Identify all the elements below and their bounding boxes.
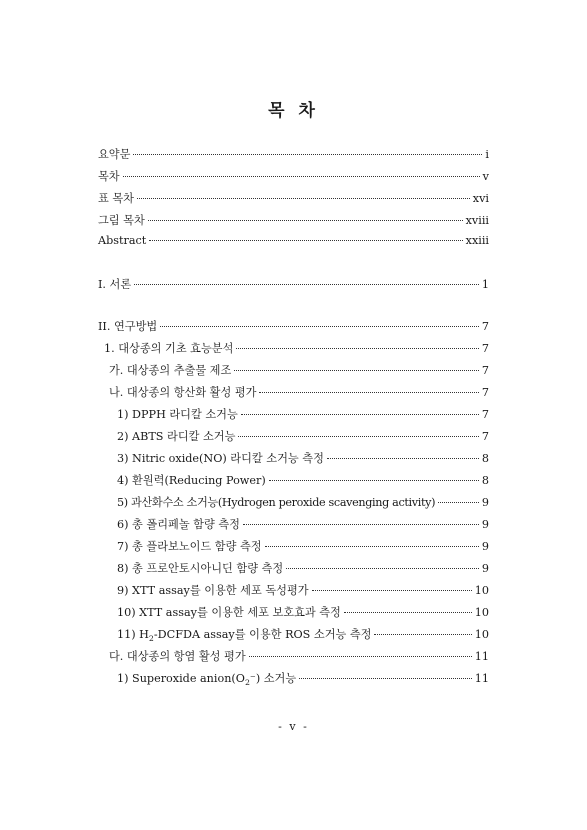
toc-label: Abstract (98, 234, 147, 247)
toc-entry-dpph[interactable] (98, 406, 489, 426)
toc-label-part: ⁻) 소거능 (249, 672, 297, 685)
toc-label: 가. 대상종의 추출물 제조 (109, 364, 232, 377)
toc-label: 10) XTT assay를 이용한 세포 보호효과 측정 (117, 606, 341, 619)
toc-page-number: 8 (481, 474, 489, 487)
page-footer-number: - v - (278, 720, 309, 733)
dot-leader (344, 611, 472, 613)
toc-entry-methods[interactable] (98, 318, 489, 338)
toc-label (117, 670, 296, 687)
toc-label: 그림 목차 (98, 214, 145, 227)
dot-leader (259, 391, 478, 393)
toc-entry-polyphenol[interactable] (98, 516, 489, 536)
toc-entry-1-ga[interactable] (98, 362, 489, 382)
toc-page-number: xviii (465, 214, 489, 227)
toc-entry-flavonoid[interactable] (98, 538, 489, 558)
dot-leader (286, 567, 479, 569)
toc-label-part: -DCFDA assay를 이용한 ROS 소거능 측정 (153, 628, 372, 641)
toc-entry-hydrogen-peroxide[interactable] (98, 494, 489, 514)
dot-leader (160, 325, 479, 327)
toc-page-number: xxiii (465, 234, 489, 247)
dot-leader (438, 501, 479, 503)
dot-leader (374, 633, 471, 635)
toc-label: 9) XTT assay를 이용한 세포 독성평가 (117, 584, 309, 597)
toc-label: 다. 대상종의 항염 활성 평가 (109, 650, 246, 663)
toc-label: 7) 총 플라보노이드 함량 측정 (117, 540, 262, 553)
dot-leader (265, 545, 479, 547)
dot-leader (241, 413, 479, 415)
toc-entry-abts[interactable] (98, 428, 489, 448)
toc-label-part: 11) H (117, 628, 149, 641)
dot-leader (133, 153, 482, 155)
toc-label: 5) 과산화수소 소거능(Hydrogen peroxide scavenging activity) (117, 496, 436, 509)
subscript: 2 (148, 634, 154, 644)
toc-page-number: xvi (472, 192, 489, 205)
toc-label: 나. 대상종의 항산화 활성 평가 (109, 386, 257, 399)
toc-label: 목차 (98, 170, 120, 183)
toc-page-number: i (485, 148, 489, 161)
dot-leader (134, 283, 479, 285)
toc-entry-superoxide[interactable] (98, 670, 489, 690)
toc-label: 3) Nitric oxide(NO) 라디칼 소거능 측정 (117, 452, 324, 465)
toc-entry-table-list[interactable] (98, 190, 489, 210)
toc-label: 2) ABTS 라디칼 소거능 (117, 430, 236, 443)
toc-entry-contents[interactable] (98, 168, 489, 188)
dot-leader (299, 677, 472, 679)
toc-page-number: 9 (481, 562, 489, 575)
toc-page-number: 7 (481, 342, 489, 355)
dot-leader (123, 175, 480, 177)
dot-leader (238, 435, 478, 437)
toc-page-number: 11 (474, 650, 489, 663)
toc-page-number: 7 (481, 386, 489, 399)
page-title: 목 차 (268, 101, 319, 121)
toc-label: II. 연구방법 (98, 320, 158, 333)
toc-page-number: 9 (481, 496, 489, 509)
dot-leader (149, 239, 462, 241)
toc-entry-abstract[interactable] (98, 234, 489, 254)
toc-label: 표 목차 (98, 192, 134, 205)
toc-label: 요약문 (98, 148, 131, 161)
toc-page-number: 9 (481, 518, 489, 531)
dot-leader (137, 197, 470, 199)
toc-page-number: 10 (474, 628, 489, 641)
toc-page-number: v (482, 170, 489, 183)
toc-entry-summary[interactable] (98, 146, 489, 166)
toc-page-number: 7 (481, 430, 489, 443)
toc-entry-introduction[interactable] (98, 276, 489, 296)
toc-label: 6) 총 폴리페놀 함량 측정 (117, 518, 240, 531)
subscript: 2 (244, 678, 250, 688)
toc-label: 1) DPPH 라디칼 소거능 (117, 408, 238, 421)
toc-page-number: 10 (474, 606, 489, 619)
toc-entry-figure-list[interactable] (98, 212, 489, 232)
toc-entry-nitric-oxide[interactable] (98, 450, 489, 470)
toc-label: 8) 총 프로안토시아니딘 함량 측정 (117, 562, 284, 575)
dot-leader (148, 219, 463, 221)
toc-page-number: 7 (481, 364, 489, 377)
toc-page-number: 8 (481, 452, 489, 465)
toc-label: 4) 환원력(Reducing Power) (117, 474, 266, 487)
dot-leader (243, 523, 479, 525)
toc-page-number: 7 (481, 408, 489, 421)
toc-entry-xtt-toxicity[interactable] (98, 582, 489, 602)
toc-page-number: 11 (474, 672, 489, 685)
toc-entry-1-da[interactable] (98, 648, 489, 668)
toc-label: 1. 대상종의 기초 효능분석 (104, 342, 234, 355)
dot-leader (327, 457, 479, 459)
toc-entry-proanthocyanidin[interactable] (98, 560, 489, 580)
toc-page-number: 10 (474, 584, 489, 597)
toc-label (117, 626, 371, 643)
toc-label: I. 서론 (98, 278, 132, 291)
toc-page-number: 9 (481, 540, 489, 553)
dot-leader (236, 347, 478, 349)
dot-leader (249, 655, 472, 657)
toc-entry-1-na[interactable] (98, 384, 489, 404)
toc-label-part: 1) Superoxide anion(O (117, 672, 245, 685)
dot-leader (269, 479, 479, 481)
toc-entry-reducing-power[interactable] (98, 472, 489, 492)
toc-page-number: 7 (481, 320, 489, 333)
dot-leader (312, 589, 472, 591)
toc-entry-xtt-protection[interactable] (98, 604, 489, 624)
dot-leader (234, 369, 479, 371)
toc-entry-h2dcfda[interactable] (98, 626, 489, 646)
toc-page-number: 1 (481, 278, 489, 291)
toc-entry-1[interactable] (98, 340, 489, 360)
